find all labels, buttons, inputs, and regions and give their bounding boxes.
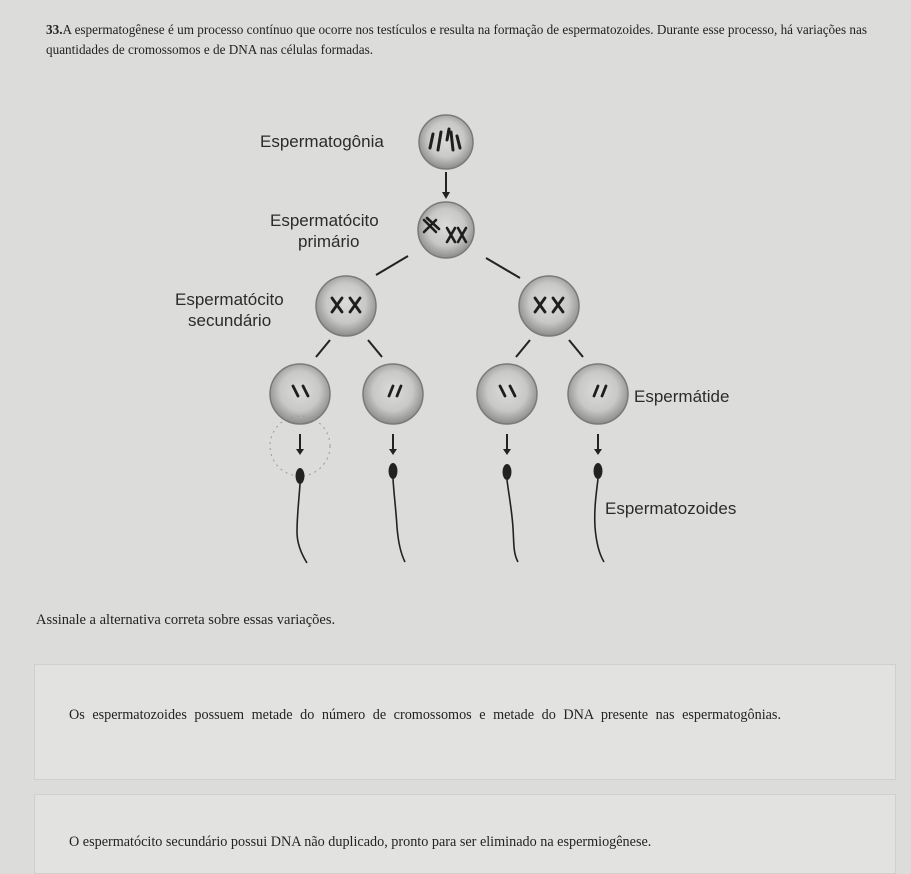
arrows-4: [300, 434, 598, 452]
cell-primary-spermatocyte: [418, 202, 474, 258]
arrow-right-2: [486, 258, 520, 278]
label-spermatogonia: Espermatogônia: [260, 132, 384, 151]
cell-secondary-spermatocyte-right: [519, 276, 579, 336]
arrow-3b: [368, 340, 382, 357]
label-secondary-2: secundário: [188, 311, 272, 330]
label-spermatid: Espermátide: [634, 387, 730, 406]
cell-spermatid-3: [477, 364, 537, 424]
arrow-3a: [316, 340, 330, 357]
spermatozoon-3: [503, 464, 519, 562]
option-b-text: O espermatócito secundário possui DNA não duplicado, pronto para ser eliminado na espermiogênese.: [69, 834, 652, 850]
spermatozoon-1: [296, 468, 308, 563]
question-number: 33.: [46, 22, 63, 37]
arrow-heads-4: [296, 449, 602, 455]
spermatozoon-4: [594, 463, 605, 562]
cell-spermatid-2: [363, 364, 423, 424]
cell-spermatid-1: [270, 364, 330, 424]
option-a[interactable]: [34, 664, 896, 780]
option-a-text: Os espermatozoides possuem metade do número de cromossomos e metade do DNA presente nas espermatogônias.: [69, 707, 782, 723]
label-primary-2: primário: [298, 232, 360, 251]
question-body: A espermatogênese é um processo contínuo que ocorre nos testículos e resulta na formação de espermatozoides. Durante esse processo, há variações nas quantidades de cromossomos e de DNA nas células formadas.: [46, 22, 867, 57]
arrow-1-head: [442, 192, 450, 199]
spermatozoon-2: [389, 463, 406, 562]
prompt-text: Assinale a alternativa correta sobre essas variações.: [36, 612, 336, 628]
label-secondary-1: Espermatócito: [175, 290, 284, 309]
label-spermatozoa: Espermatozoides: [605, 499, 737, 518]
label-primary-1: Espermatócito: [270, 211, 379, 230]
arrow-3d: [569, 340, 583, 357]
arrow-3c: [516, 340, 530, 357]
arrow-left-2: [376, 256, 408, 275]
cell-spermatid-4: [568, 364, 628, 424]
cell-spermatogonia: [419, 115, 473, 169]
cell-secondary-spermatocyte-left: [316, 276, 376, 336]
option-b[interactable]: [34, 794, 896, 874]
